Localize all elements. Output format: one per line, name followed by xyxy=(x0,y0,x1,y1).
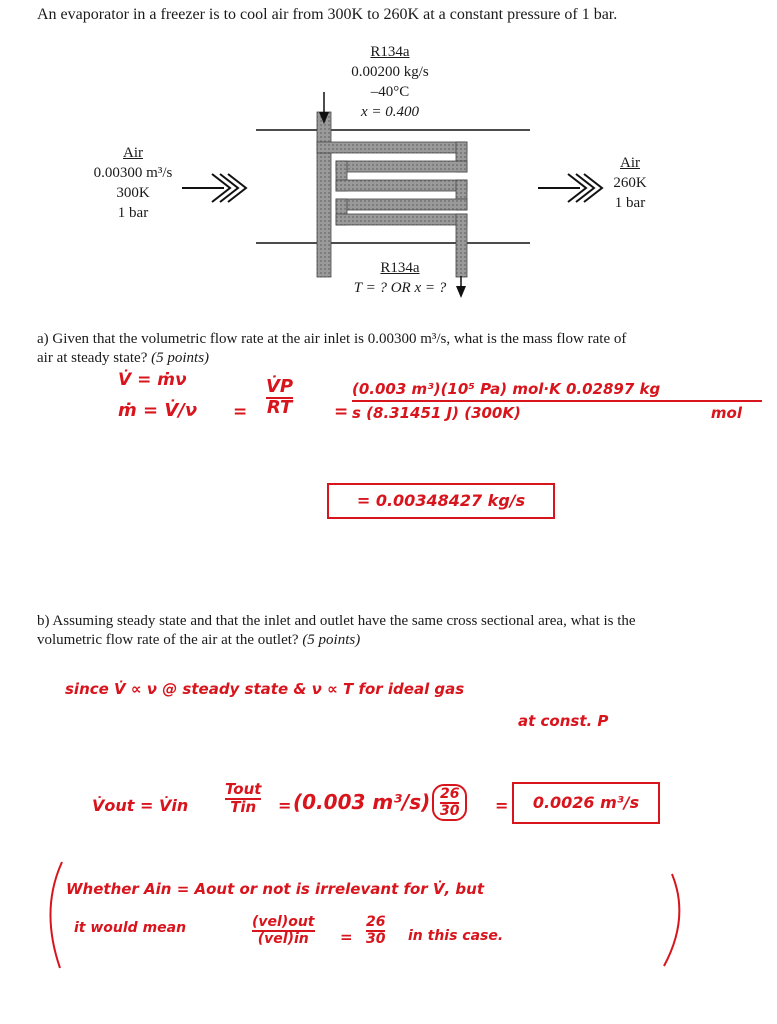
part-b-ratio-num: 26 xyxy=(440,786,460,802)
r134a-inlet-title: R134a xyxy=(370,44,410,60)
r134a-inlet-quality: x = 0.400 xyxy=(360,104,420,120)
part-b-note-equals: = xyxy=(340,928,353,946)
air-outlet-pressure: 1 bar xyxy=(614,195,646,211)
part-b-note-line2-pre: it would mean xyxy=(74,920,187,936)
part-b-vel-num: (vel)out xyxy=(252,914,315,930)
part-b-equals-1: = xyxy=(278,796,292,815)
part-b-note-line1: Whether Ain = Aout or not is irrelevant for V̇, but xyxy=(66,880,485,898)
part-a-frac2-num: (0.003 m³)(10⁵ Pa) mol·K 0.02897 kg xyxy=(352,380,762,402)
part-b-inlet-flow: (0.003 m³/s) xyxy=(293,790,431,814)
part-a-frac1-num: V̇P xyxy=(266,376,294,397)
problem-statement: An evaporator in a freezer is to cool air from 300K to 260K at a constant pressure of 1 bar. xyxy=(37,6,618,23)
part-b-answer-box: 0.0026 m³/s xyxy=(512,782,660,824)
part-b-note-ratio xyxy=(366,915,385,946)
part-b-note-ratio-den: 30 xyxy=(366,930,386,947)
part-a-frac1-den: RT xyxy=(266,396,293,418)
note-right-bracket xyxy=(664,874,679,966)
part-b-points: (5 points) xyxy=(302,632,361,648)
air-inlet-temperature: 300K xyxy=(116,185,150,201)
part-b-lhs: V̇out = V̇in xyxy=(92,796,189,815)
part-b-reason-line1: since V̇ ∝ ν @ steady state & ν ∝ T for ideal gas xyxy=(65,680,465,698)
part-a-hand-line1: V̇ = ṁν xyxy=(118,370,187,390)
part-b-vel-den: (vel)in xyxy=(257,930,309,947)
part-b-tfrac-num: Tout xyxy=(225,780,262,798)
r134a-outlet-title: R134a xyxy=(380,260,420,276)
part-b-note-ratio-num: 26 xyxy=(366,914,386,930)
note-left-bracket xyxy=(50,862,62,968)
air-inlet-pressure: 1 bar xyxy=(117,205,149,221)
part-a-question-line1: a) Given that the volumetric flow rate at the air inlet is 0.00300 m³/s, what is the mass flow rate of xyxy=(37,331,627,347)
part-b-question-line1: b) Assuming steady state and that the inlet and outlet have the same cross sectional area, what is the xyxy=(37,613,636,629)
part-b-velocity-ratio xyxy=(252,915,315,946)
part-a-points: (5 points) xyxy=(151,350,210,366)
part-b-ratio-den: 30 xyxy=(440,802,460,819)
part-a-question-line2: air at steady state? xyxy=(37,350,148,366)
r134a-inlet-temperature: –40°C xyxy=(370,84,410,100)
air-inlet-title: Air xyxy=(123,145,143,161)
part-b-question-line2: volumetric flow rate of the air at the outlet? xyxy=(37,632,299,648)
air-inlet-flow: 0.00300 m³/s xyxy=(93,165,173,181)
part-b-note-line2-post: in this case. xyxy=(408,928,504,944)
air-outlet-title: Air xyxy=(620,155,640,171)
part-a-answer-box: = 0.00348427 kg/s xyxy=(327,483,555,519)
part-b-reason-line2: at const. P xyxy=(518,712,609,730)
part-a-equals-2: = xyxy=(334,402,349,422)
r134a-outlet-state: T = ? OR x = ? xyxy=(353,280,447,296)
part-a-mass-flow-lhs: ṁ = V̇/ν xyxy=(118,400,198,421)
part-a-equals-1: = xyxy=(233,402,248,422)
part-b-equals-2: = xyxy=(495,796,509,815)
air-outlet-temperature: 260K xyxy=(613,175,647,191)
part-a-frac2-den-unit: mol xyxy=(710,404,742,422)
part-a-frac2-den: s (8.31451 J) (300K) xyxy=(352,404,521,422)
part-b-tfrac-den: Tin xyxy=(230,797,257,816)
r134a-mass-flow: 0.00200 kg/s xyxy=(351,64,429,80)
